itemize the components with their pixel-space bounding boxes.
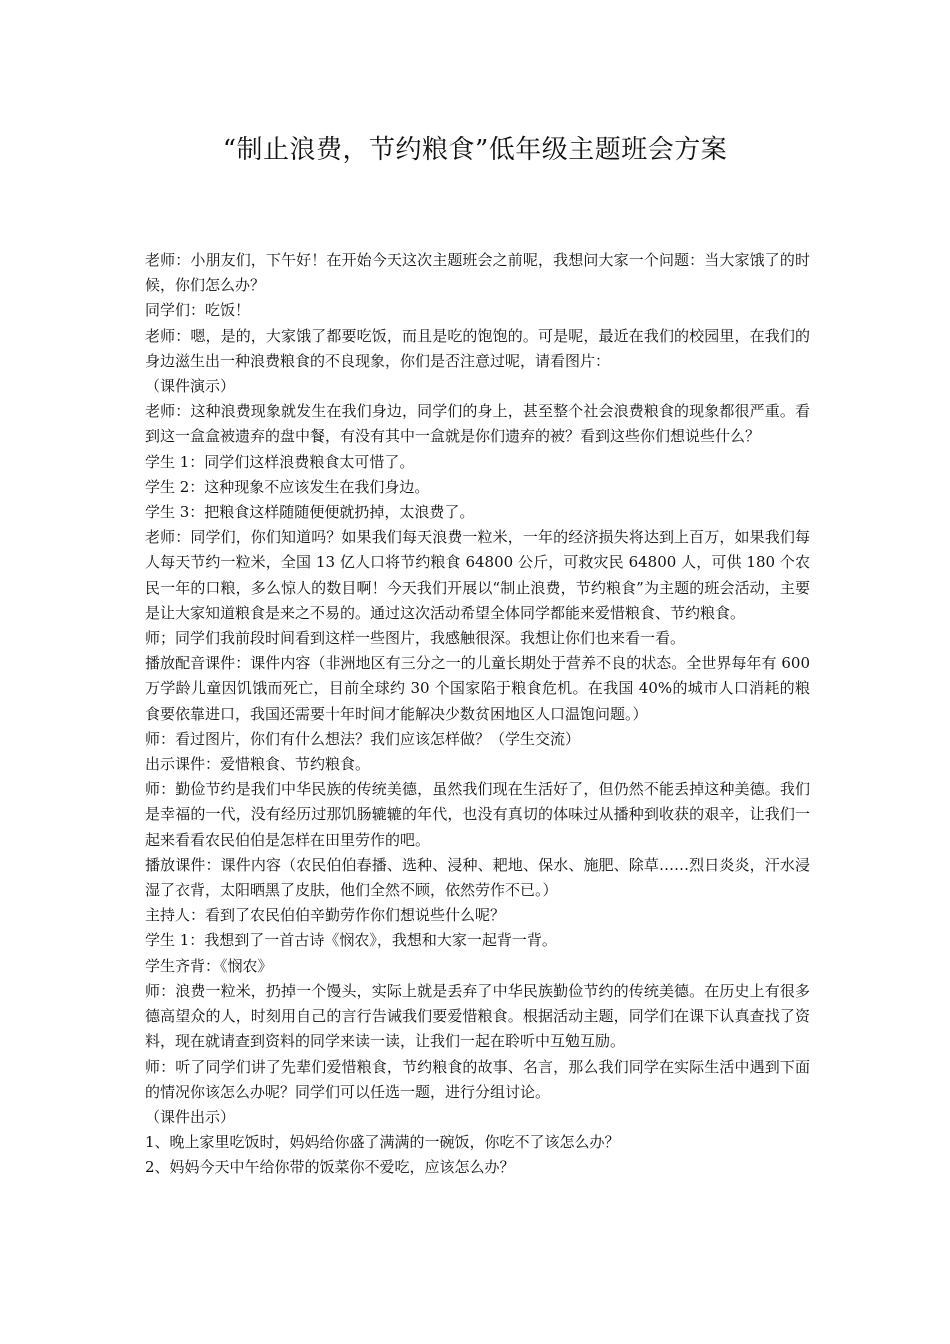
paragraph: 学生 2：这种现象不应该发生在我们身边。 [145,477,430,496]
paragraph: 同学们：吃饭！ [145,301,251,320]
document-body [145,248,810,1181]
paragraph: 师；同学们我前段时间看到这样一些图片，我感触很深。我想让你们也来看一看。 [145,629,686,648]
paragraph: 师：听了同学们讲了先辈们爱惜粮食，节约粮食的故事、名言，那么我们同学在实际生活中遇到下面的情况你该怎么办呢？同学们可以任选一题，进行分组讨论。 [145,1057,810,1101]
paragraph: 2、妈妈今天中午给你带的饭菜你不爱吃，应该怎么办？ [145,1158,515,1177]
paragraph: 老师：小朋友们，下午好！在开始今天这次主题班会之前呢，我想问大家一个问题：当大家饿了的时候，你们怎么办？ [145,251,810,295]
paragraph: 出示课件：爱惜粮食、节约粮食。 [145,755,371,774]
paragraph: 主持人：看到了农民伯伯辛勤劳作你们想说些什么呢？ [145,906,506,925]
paragraph: 老师：同学们，你们知道吗？如果我们每天浪费一粒米，一年的经济损失将达到上百万，如果我们每人每天节约一粒米，全国 13 亿人口将节约粮食 64800 公斤，可救灾民 64800 人，可供 180 个农民一年的口粮，多么惊人的数目啊！今天我们开展以“制止浪费，节约粮食”为主题的班会活动，主要是让大家知道粮食是来之不易的。通过这次活动希望全体同学都能来爱惜粮食、节约粮食。 [145,528,810,622]
paragraph: 1、晚上家里吃饭时，妈妈给你盛了满满的一碗饭，你吃不了该怎么办？ [145,1133,620,1152]
paragraph: 播放课件：课件内容（农民伯伯春播、选种、浸种、耙地、保水、施肥、除草……烈日炎炎，汗水浸湿了衣背，太阳晒黑了皮肤，他们全然不顾，依然劳作不已。） [145,855,810,900]
paragraph: 师：浪费一粒米，扔掉一个馒头，实际上就是丢弃了中华民族勤俭节约的传统美德。在历史上有很多德高望众的人，时刻用自己的言行告诫我们要爱惜粮食。根据活动主题，同学们在课下认真查找了资料，现在就请查到资料的同学来读一读，让我们一起在聆听中互勉互励。 [145,981,810,1051]
paragraph: 学生 3：把粮食这样随随便便就扔掉，太浪费了。 [145,503,475,522]
paragraph: 老师：这种浪费现象就发生在我们身边，同学们的身上，甚至整个社会浪费粮食的现象都很严重。看到这一盒盒被遗弃的盘中餐，有没有其中一盒就是你们遗弃的被？看到这些你们想说些什么？ [145,402,810,446]
paragraph: 播放配音课件：课件内容（非洲地区有三分之一的儿童长期处于营养不良的状态。全世界每年有 600 万学龄儿童因饥饿而死亡，目前全球约 30 个国家陷于粮食危机。在我国 40%的城市人口消耗的粮食要依靠进口，我国还需要十年时间才能解决少数贫困地区人口温饱问题。） [145,654,810,723]
paragraph: 学生齐背：《悯农》 [145,956,273,975]
paragraph: 师：勤俭节约是我们中华民族的传统美德，虽然我们现在生活好了，但仍然不能丢掉这种美德。我们是幸福的一代，没有经历过那饥肠辘辘的年代，也没有真切的体味过从播种到收获的艰辛，让我们一起来看看农民伯伯是怎样在田里劳作的吧。 [145,780,810,849]
paragraph: 师：看过图片，你们有什么想法？我们应该怎样做？（学生交流） [145,729,581,748]
paragraph: 学生 1：同学们这样浪费粮食太可惜了。 [145,452,415,471]
paragraph: （课件出示） [145,1107,236,1126]
paragraph: （课件演示） [145,377,236,396]
paragraph: 学生 1：我想到了一首古诗《悯农》，我想和大家一起背一背。 [145,931,557,950]
paragraph: 老师：嗯，是的，大家饿了都要吃饭，而且是吃的饱饱的。可是呢，最近在我们的校园里，在我们的身边滋生出一种浪费粮食的不良现象，你们是否注意过呢，请看图片： [145,326,810,370]
document-title: “制止浪费，节约粮食”低年级主题班会方案 [222,135,728,165]
